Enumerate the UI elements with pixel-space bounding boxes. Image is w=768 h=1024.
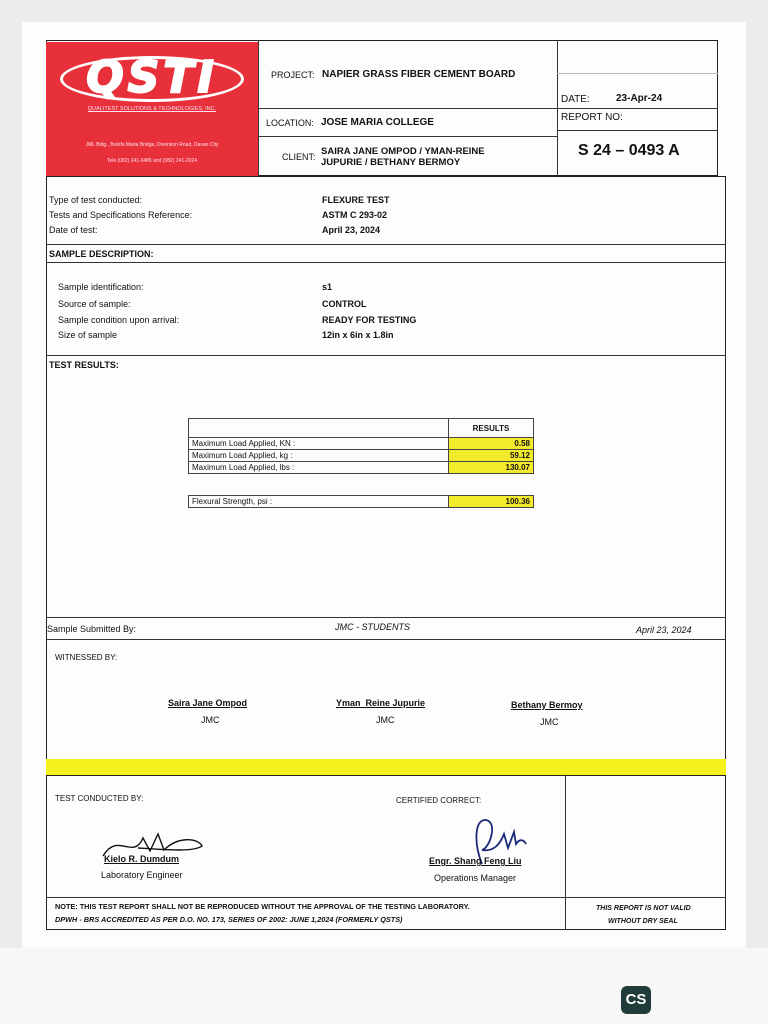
sample-source-value: CONTROL — [322, 299, 367, 309]
results-header-blank — [189, 419, 449, 438]
date-value: 23-Apr-24 — [616, 93, 663, 104]
witness-org: JMC — [376, 715, 395, 725]
logo-text: QSTI — [86, 52, 218, 103]
camscanner-icon: CS — [621, 986, 651, 1014]
submitted-divider-bottom — [46, 639, 726, 640]
sample-divider-heading — [46, 262, 726, 263]
sample-id-value: s1 — [322, 282, 333, 292]
table-row — [189, 496, 534, 508]
project-label: PROJECT: — [271, 70, 315, 80]
certified-name: Engr. Shang Feng Liu — [429, 856, 522, 866]
sample-divider-top — [46, 244, 726, 245]
sample-source-label: Source of sample: — [58, 299, 131, 309]
result-value: 0.58 — [449, 438, 534, 450]
header-line-date — [557, 73, 718, 74]
client-value-line2: JUPURIE / BETHANY BERMOY — [321, 157, 461, 168]
sample-size-label: Size of sample — [58, 330, 118, 340]
test-date-label: Date of test: — [49, 225, 98, 235]
result-label: Maximum Load Applied, KN : — [189, 438, 449, 450]
project-value: NAPIER GRASS FIBER CEMENT BOARD — [322, 69, 516, 80]
company-logo — [46, 42, 258, 176]
yellow-band — [46, 759, 726, 775]
header-line-report — [557, 130, 718, 131]
results-heading: TEST RESULTS: — [49, 360, 119, 370]
client-label: CLIENT: — [282, 152, 316, 162]
table-row — [189, 450, 534, 462]
witness-name: Saira Jane Ompod — [168, 698, 248, 708]
results-table — [188, 418, 534, 474]
client-value-line1: SAIRA JANE OMPOD / YMAN-REINE — [321, 146, 485, 157]
conducted-name: Kielo R. Dumdum — [104, 854, 180, 864]
report-no-value: S 24 – 0493 A — [578, 142, 680, 159]
seal-note-line2: WITHOUT DRY SEAL — [608, 918, 678, 925]
submitted-date: April 23, 2024 — [636, 625, 692, 635]
flexural-label: Flexural Strength, psi : — [189, 496, 449, 508]
witness-name: Bethany Bermoy — [511, 700, 583, 710]
bottom-strip — [0, 948, 768, 1024]
flexural-table — [188, 495, 534, 508]
sample-condition-value: READY FOR TESTING — [322, 315, 417, 325]
sample-heading: SAMPLE DESCRIPTION: — [49, 249, 154, 259]
conducted-label: TEST CONDUCTED BY: — [55, 794, 144, 803]
location-value: JOSE MARIA COLLEGE — [321, 117, 434, 128]
test-type-value: FLEXURE TEST — [322, 195, 390, 205]
results-column-header: RESULTS — [449, 419, 534, 438]
results-header-row — [189, 419, 534, 438]
certified-title: Operations Manager — [434, 873, 517, 883]
footer-divider — [46, 897, 726, 898]
header-line-client — [258, 136, 557, 137]
witness-name: Yman Reine Jupurie — [336, 698, 426, 708]
report-no-label: REPORT NO: — [561, 112, 623, 123]
certified-label: CERTIFIED CORRECT: — [396, 796, 482, 805]
test-spec-value: ASTM C 293-02 — [322, 210, 388, 220]
note-line1: NOTE: THIS TEST REPORT SHALL NOT BE REPRODUCED WITHOUT THE APPROVAL OF THE TESTING LABORATORY. — [55, 902, 470, 911]
results-divider-top — [46, 355, 726, 356]
date-label: DATE: — [561, 94, 590, 105]
submitted-label: Sample Submitted By: — [47, 624, 137, 634]
seal-note-line1: THIS REPORT IS NOT VALID — [596, 905, 691, 912]
submitted-by: JMC - STUDENTS — [335, 622, 410, 632]
signature-divider — [565, 775, 566, 930]
logo-address: JML Bldg., Bonifa Maria Bridge, Diversion Road, Davao City — [85, 142, 219, 148]
result-label: Maximum Load Applied, lbs : — [189, 462, 449, 474]
location-label: LOCATION: — [266, 118, 314, 128]
table-row — [189, 462, 534, 474]
logo-company: QUALITEST SOLUTIONS & TECHNOLOGIES, INC. — [87, 106, 217, 112]
header-line-date-bottom — [557, 108, 718, 109]
flexural-value: 100.36 — [449, 496, 534, 508]
witness-org: JMC — [201, 715, 220, 725]
conducted-title: Laboratory Engineer — [101, 870, 183, 880]
result-label: Maximum Load Applied, kg : — [189, 450, 449, 462]
submitted-divider-top — [46, 617, 726, 618]
test-spec-label: Tests and Specifications Reference: — [49, 210, 193, 220]
table-row — [189, 438, 534, 450]
witnessed-label: WITNESSED BY: — [55, 653, 118, 662]
result-value: 130.07 — [449, 462, 534, 474]
sample-size-value: 12in x 6in x 1.8in — [322, 330, 394, 340]
test-date-value: April 23, 2024 — [322, 225, 381, 235]
result-value: 59.12 — [449, 450, 534, 462]
test-type-label: Type of test conducted: — [49, 195, 143, 205]
logo-contact: Tele.(082) 241-0486 and (082) 241-2024 — [106, 158, 198, 164]
sample-id-label: Sample identification: — [58, 282, 144, 292]
note-line2: DPWH - BRS ACCREDITED AS PER D.O. NO. 173, SERIES OF 2002: JUNE 1,2024 (FORMERLY QSTS) — [55, 915, 403, 924]
header-line-location — [258, 108, 557, 109]
witness-org: JMC — [540, 717, 559, 727]
sample-condition-label: Sample condition upon arrival: — [58, 315, 180, 325]
